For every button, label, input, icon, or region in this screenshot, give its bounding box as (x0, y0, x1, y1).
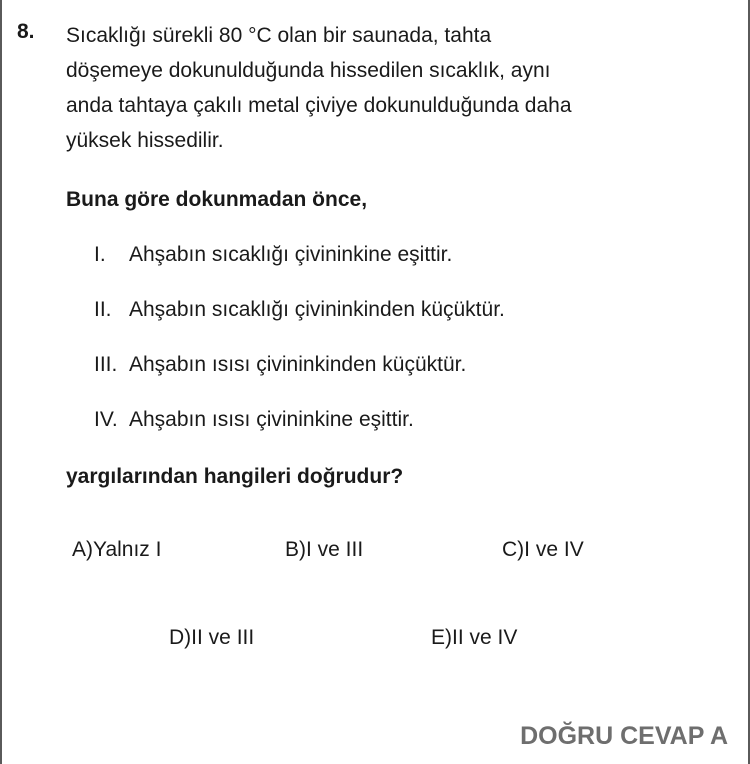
choice-text: II ve IV (452, 626, 518, 649)
statement-iii (94, 353, 466, 377)
choice-letter: B) (285, 538, 306, 561)
choice-b[interactable] (285, 538, 363, 562)
statement-numeral: II. (94, 298, 112, 321)
choice-a[interactable] (72, 538, 161, 562)
choice-letter: A) (72, 538, 93, 561)
statement-numeral: IV. (94, 408, 118, 431)
choice-text: I ve III (306, 538, 364, 561)
choice-letter: C) (502, 538, 525, 561)
statement-text: Ahşabın ısısı çivininkinden küçüktür. (129, 353, 467, 376)
question-stem (66, 18, 726, 158)
choice-e[interactable] (431, 626, 517, 650)
question-number: 8. (17, 20, 35, 43)
question-prompt: yargılarından hangileri doğrudur? (66, 465, 404, 488)
statement-text: Ahşabın ısısı çivininkine eşittir. (129, 408, 414, 431)
choice-d[interactable] (169, 626, 254, 650)
choice-text: Yalnız I (93, 538, 162, 561)
statement-text: Ahşabın sıcaklığı çivininkinden küçüktür. (129, 298, 505, 321)
stem-line: Sıcaklığı sürekli 80 °C olan bir saunada, tahta (66, 24, 492, 47)
statement-i (94, 243, 452, 267)
statement-text: Ahşabın sıcaklığı çivininkine eşittir. (129, 243, 453, 266)
statement-numeral: III. (94, 353, 118, 376)
choice-text: I ve IV (524, 538, 584, 561)
stem-line: yüksek hissedilir. (66, 129, 224, 152)
statement-numeral: I. (94, 243, 106, 266)
correct-answer-label: DOĞRU CEVAP A (520, 722, 728, 750)
statement-ii (94, 298, 505, 322)
left-border (0, 0, 2, 764)
statement-iv (94, 408, 414, 432)
question-lead: Buna göre dokunmadan önce, (66, 188, 368, 211)
choice-text: II ve III (191, 626, 255, 649)
choice-letter: D) (169, 626, 192, 649)
stem-line: anda tahtaya çakılı metal çiviye dokunulduğunda daha (66, 94, 572, 117)
choice-c[interactable] (502, 538, 584, 562)
choice-letter: E) (431, 626, 452, 649)
stem-line: döşemeye dokunulduğunda hissedilen sıcaklık, aynı (66, 59, 551, 82)
